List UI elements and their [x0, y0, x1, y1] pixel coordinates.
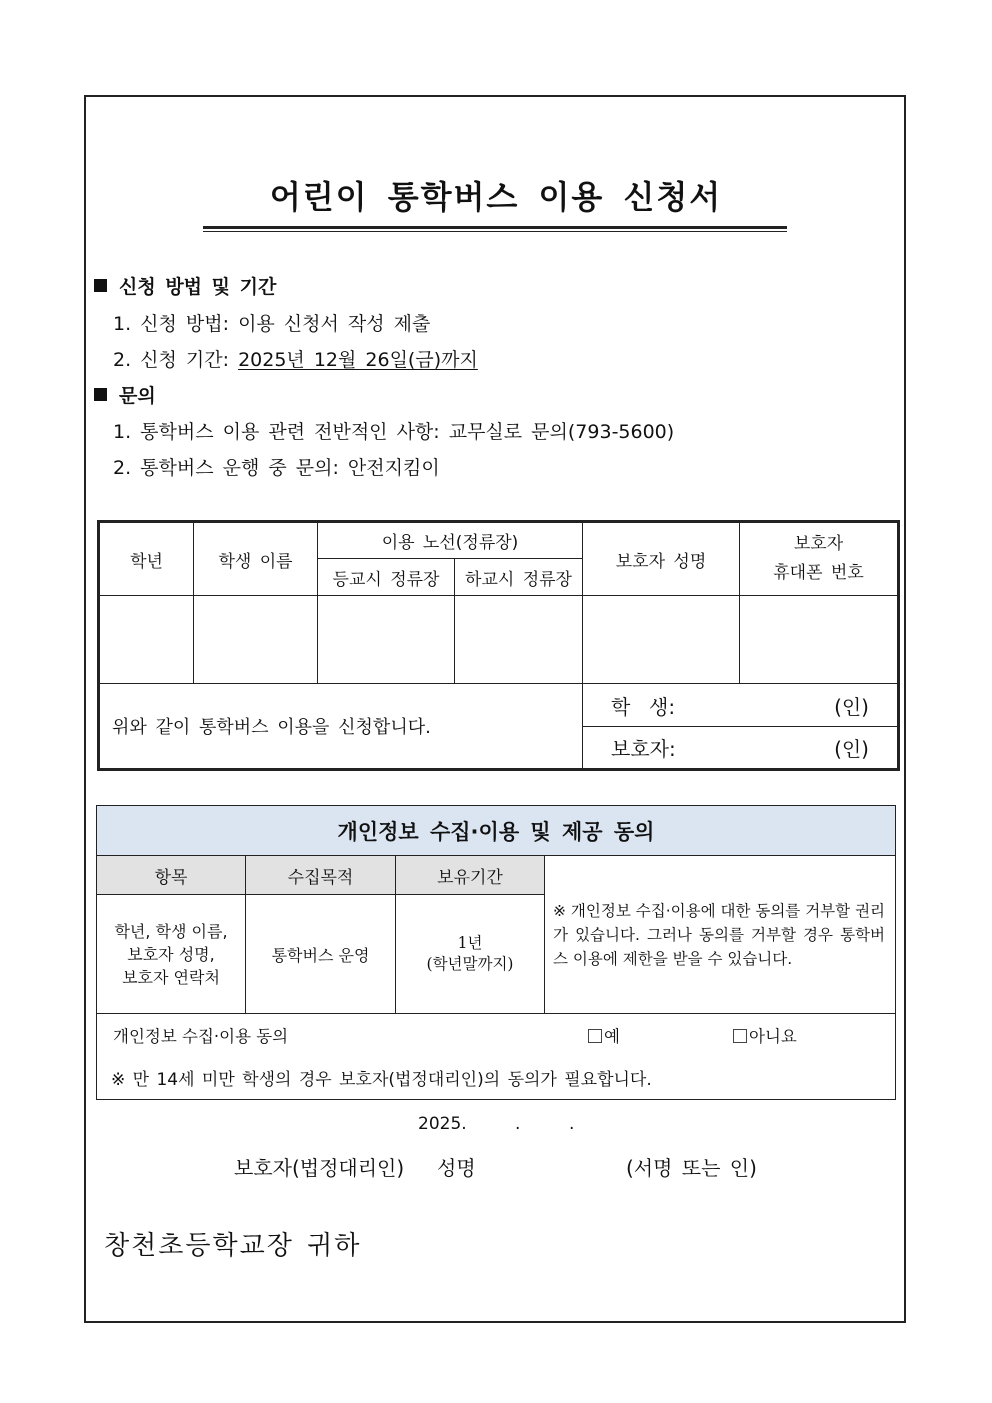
date-day-dot: .: [569, 1114, 575, 1134]
consent-period-line1: 1년: [457, 934, 483, 952]
consent-heading: 개인정보 수집·이용 및 제공 동의: [97, 806, 896, 856]
consent-col-purpose: 수집목적: [246, 856, 396, 895]
section-application-method: [94, 272, 276, 299]
student-signature-cell[interactable]: [583, 684, 899, 727]
consent-option-yes[interactable]: [588, 1023, 620, 1047]
consent-col-item: 항목: [97, 856, 246, 895]
section-inquiry: [94, 381, 156, 408]
consent-yes-label: 예: [604, 1027, 620, 1046]
guardian-signature-cell[interactable]: [583, 727, 899, 770]
consent-period: [396, 895, 545, 1014]
afternoon-stop-input-cell[interactable]: [455, 596, 583, 684]
consent-option-no[interactable]: [733, 1023, 797, 1047]
inquiry-item: 1. 통학버스 이용 관련 전반적인 사항: 교무실로 문의(793-5600): [113, 421, 675, 443]
section-heading: 문의: [119, 385, 156, 407]
method-item: 1. 신청 방법: 이용 신청서 작성 제출: [113, 313, 431, 335]
header-grade: 학년: [99, 522, 194, 596]
date-month-dot: .: [515, 1114, 521, 1134]
header-guardian-phone-line2: 휴대폰 번호: [773, 563, 864, 583]
header-guardian-phone-line1: 보호자: [793, 534, 844, 554]
consent-agree-row: [97, 1014, 896, 1057]
grade-input-cell[interactable]: [99, 596, 194, 684]
header-route-morning: 등교시 정류장: [318, 559, 455, 596]
square-bullet-icon: [94, 279, 107, 292]
header-route: 이용 노선(정류장): [318, 522, 583, 559]
application-statement: 위와 같이 통학버스 이용을 신청합니다.: [99, 684, 583, 770]
guardian-seal-mark: (인): [834, 737, 869, 761]
consent-purpose: 통학버스 운영: [246, 895, 396, 1014]
recipient: 창천초등학교장 귀하: [104, 1231, 362, 1261]
guardian-phone-input-cell[interactable]: [740, 596, 899, 684]
consent-col-period: 보유기간: [396, 856, 545, 895]
square-bullet-icon: [94, 388, 107, 401]
period-label: 2. 신청 기간:: [113, 349, 239, 371]
guardian-sign-label: 보호자:: [611, 737, 676, 761]
privacy-consent-table: [96, 805, 896, 1100]
date-year: 2025.: [418, 1114, 467, 1134]
consent-items-line2: 보호자 성명,: [127, 944, 215, 964]
guardian-name-input-cell[interactable]: [583, 596, 740, 684]
header-guardian-name: 보호자 성명: [583, 522, 740, 596]
student-name-input-cell[interactable]: [194, 596, 318, 684]
consent-no-label: 아니요: [749, 1027, 797, 1046]
title-underline: [203, 226, 787, 232]
consent-items-line3: 보호자 연락처: [122, 967, 220, 987]
application-table: [97, 520, 900, 771]
checkbox-icon[interactable]: [733, 1029, 747, 1043]
consent-minor-note: ※ 만 14세 미만 학생의 경우 보호자(법정대리인)의 동의가 필요합니다.: [97, 1057, 896, 1100]
guardian-legal-label: 보호자(법정대리인): [234, 1156, 405, 1180]
inquiry-item: 2. 통학버스 운행 중 문의: 안전지킴이: [113, 457, 440, 479]
student-sign-label: 학 생:: [611, 694, 676, 719]
header-route-afternoon: 하교시 정류장: [455, 559, 583, 596]
consent-refusal-notice: ※ 개인정보 수집·이용에 대한 동의를 거부할 권리가 있습니다. 그러나 동의를 거부할 경우 통학버스 이용에 제한을 받을 수 있습니다.: [545, 856, 896, 1014]
morning-stop-input-cell[interactable]: [318, 596, 455, 684]
period-deadline: 2025년 12월 26일(금)까지: [238, 349, 478, 371]
consent-items: [97, 895, 246, 1014]
guardian-sign-name-label: 성명: [437, 1156, 476, 1180]
period-item: [113, 345, 478, 372]
consent-agree-label: 개인정보 수집·이용 동의: [113, 1027, 289, 1046]
consent-period-line2: (학년말까지): [426, 955, 514, 973]
student-seal-mark: (인): [834, 694, 869, 719]
header-guardian-phone: [740, 522, 899, 596]
signature-hint: (서명 또는 인): [626, 1156, 757, 1180]
form-title: 어린이 통학버스 이용 신청서: [269, 178, 723, 216]
header-student-name: 학생 이름: [194, 522, 318, 596]
consent-items-line1: 학년, 학생 이름,: [114, 921, 228, 941]
checkbox-icon[interactable]: [588, 1029, 602, 1043]
section-heading: 신청 방법 및 기간: [119, 276, 277, 298]
